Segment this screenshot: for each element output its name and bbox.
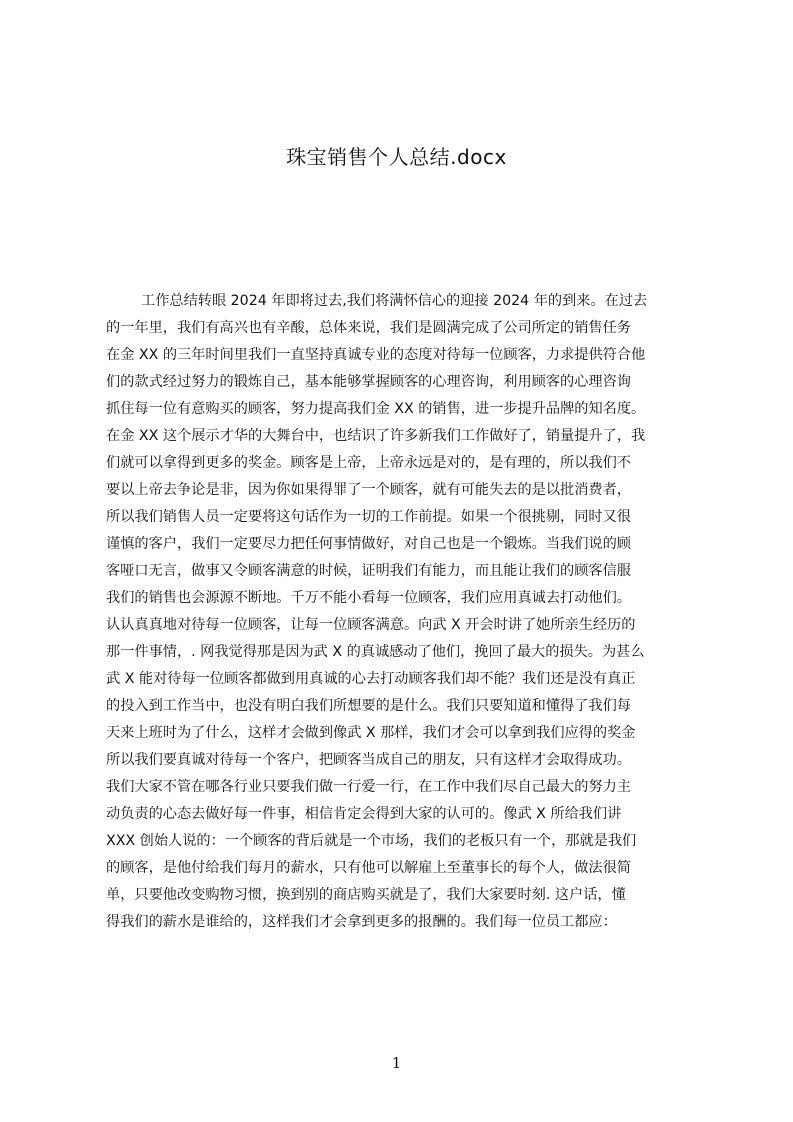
body-line: 的投入到工作当中，也没有明白我们所想要的是什么。我们只要知道和懂得了我们每 <box>106 698 631 714</box>
document-title: 珠宝销售个人总结.docx <box>286 145 507 169</box>
body-line: 天来上班时为了什么，这样才会做到像武 X 那样，我们才会可以拿到我们应得的奖金 <box>106 725 636 741</box>
page-number: 1 <box>391 1054 402 1072</box>
body-line: 动负责的心态去做好每一件事，相信肯定会得到大家的认可的。像武 X 所给我们讲 <box>106 806 622 822</box>
body-line: 的一年里，我们有高兴也有辛酸，总体来说，我们是圆满完成了公司所定的销售任务 <box>106 320 631 336</box>
body-line: 单，只要他改变购物习惯，换到别的商店购买就是了，我们大家要时刻. 这户话，懂 <box>106 887 626 903</box>
body-line: 抓住每一位有意购买的顾客，努力提高我们金 XX 的销售，进一步提升品牌的知名度。 <box>106 401 646 417</box>
body-line: 们的款式经过努力的锻炼自己，基本能够掌握顾客的心理咨询，利用顾客的心理咨询 <box>106 374 631 390</box>
body-line: 武 X 能对待每一位顾客都做到用真诚的心去打动顾客我们却不能？我们还是没有真正 <box>106 671 636 687</box>
body-line: 得我们的薪水是谁给的，这样我们才会拿到更多的报酬的。我们每一位员工都应： <box>106 914 617 930</box>
body-line: XXX 创始人说的：一个顾客的背后就是一个市场，我们的老板只有一个，那就是我们 <box>106 833 637 849</box>
body-line: 在金 XX 这个展示才华的大舞台中，也结识了许多新我们工作做好了，销量提升了，我 <box>106 428 646 444</box>
body-line: 在金 XX 的三年时间里我们一直坚持真诚专业的态度对待每一位顾客，力求提供符合他 <box>106 347 646 363</box>
body-line: 所以我们要真诚对待每一个客户，把顾客当成自己的朋友，只有这样才会取得成功。 <box>106 752 631 768</box>
body-line: 我们大家不管在哪各行业只要我们做一行爱一行，在工作中我们尽自己最大的努力主 <box>106 779 631 795</box>
body-line: 们就可以拿得到更多的奖金。顾客是上帝，上帝永远是对的，是有理的，所以我们不 <box>106 455 631 471</box>
body-line: 所以我们销售人员一定要将这句话作为一切的工作前提。如果一个很挑剔，同时又很 <box>106 509 631 525</box>
document-body <box>106 288 697 936</box>
body-line: 要以上帝去争论是非，因为你如果得罪了一个顾客，就有可能失去的是以批消费者， <box>106 482 631 498</box>
body-line: 工作总结转眼 2024 年即将过去,我们将满怀信心的迎接 2024 年的到来。在过去 <box>141 293 648 309</box>
body-line: 那一件事情，. 网我觉得那是因为武 X 的真诚感动了他们，挽回了最大的损失。为甚么 <box>106 644 645 660</box>
body-line: 的顾客，是他付给我们每月的薪水，只有他可以解雇上至董事长的每个人，做法很简 <box>106 860 631 876</box>
body-line: 我们的销售也会源源不断地。千万不能小看每一位顾客，我们应用真诚去打动他们。 <box>106 590 631 606</box>
body-line: 认认真真地对待每一位顾客，让每一位顾客满意。向武 X 开会时讲了她所亲生经历的 <box>106 617 636 633</box>
body-line: 客哑口无言，做事又令顾客满意的时候，证明我们有能力，而且能让我们的顾客信服 <box>106 563 631 579</box>
body-line: 谨慎的客户，我们一定要尽力把任何事情做好，对自己也是一个锻炼。当我们说的顾 <box>106 536 631 552</box>
